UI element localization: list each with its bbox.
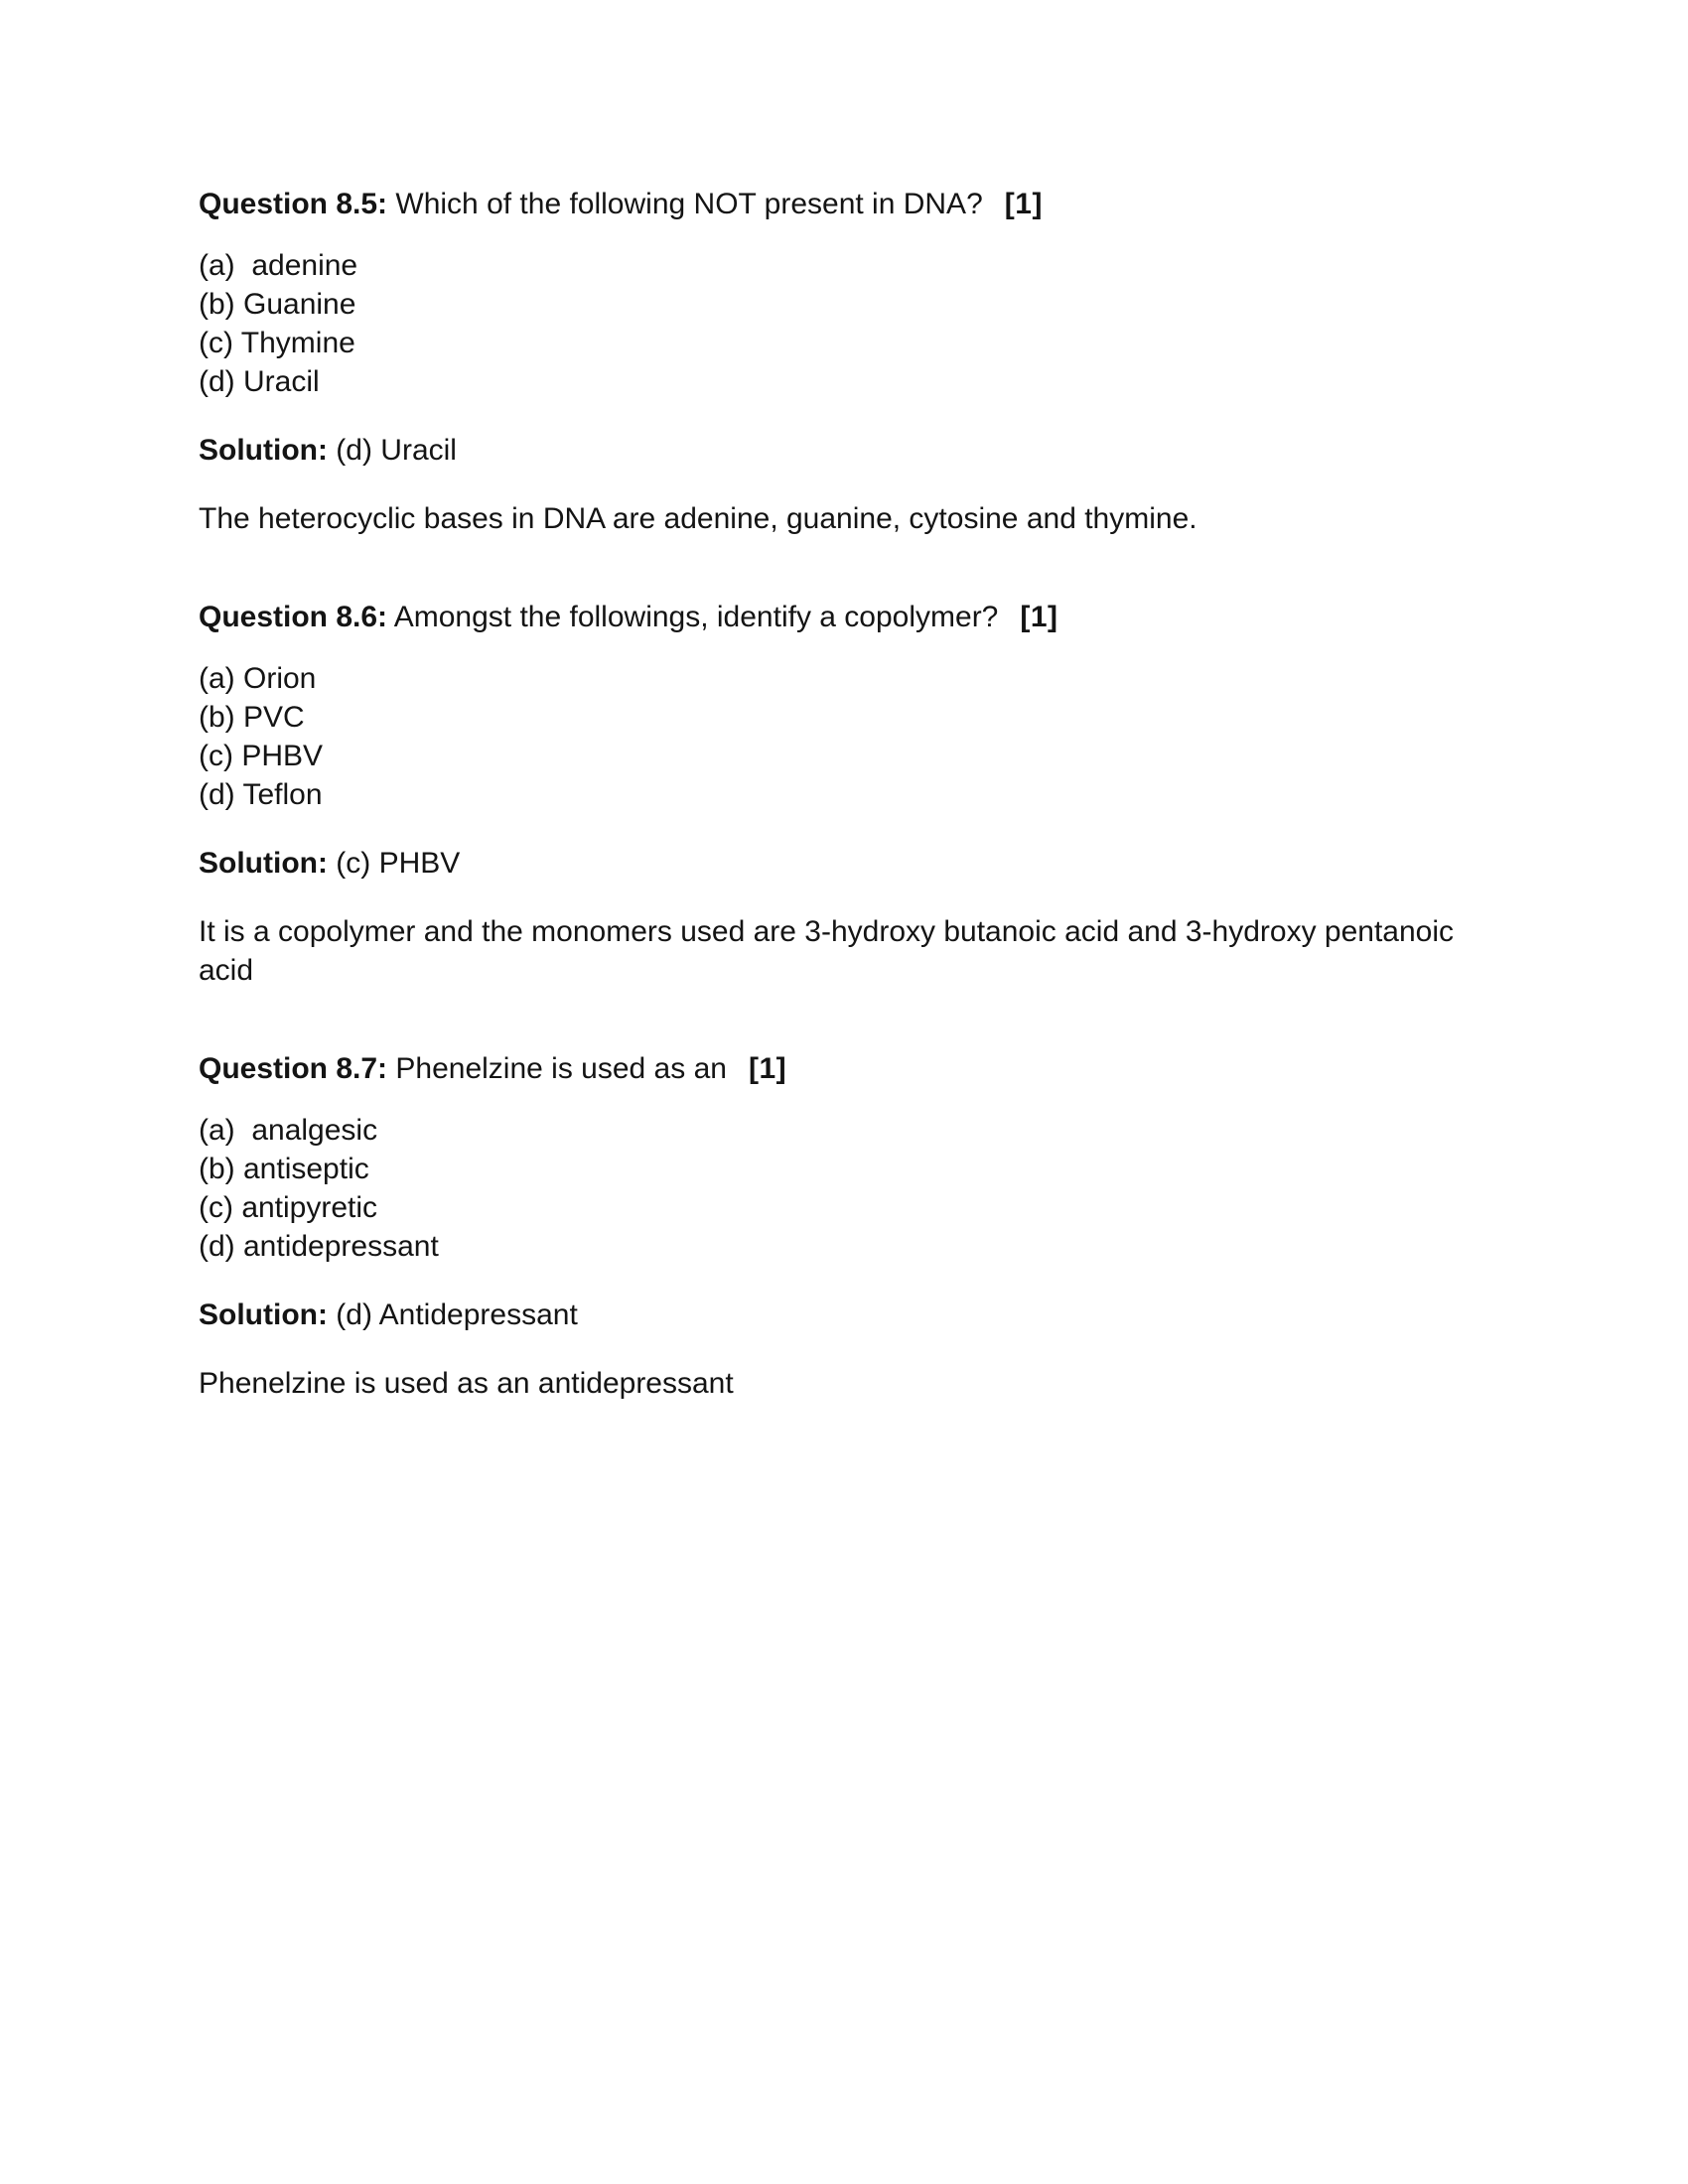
question-text-8-7: Phenelzine is used as an [387,1052,727,1085]
option-item: (a) analgesic [199,1114,378,1147]
options-list-8-7 [199,1111,1489,1266]
question-block-8-5 [199,185,1489,538]
question-label-8-5: Question 8.5: [199,188,388,220]
block-spacer [199,568,1489,598]
solution-answer: (d) Uracil [327,434,457,467]
solution-answer: (c) PHBV [327,847,461,880]
question-marks-8-7: [1] [748,1052,787,1085]
option-item: (d) antidepressant [199,1230,439,1263]
solution-block-8-7 [199,1296,1489,1403]
solution-block-8-5 [199,431,1489,538]
question-heading-8-7 [199,1049,1489,1089]
solution-explanation-8-6: It is a copolymer and the monomers used are 3-hydroxy butanoic acid and 3-hydroxy pentanoic acid [199,915,1455,987]
option-item: (a) Orion [199,662,317,695]
option-item: (d) Teflon [199,778,323,811]
solution-label: Solution: [199,847,328,880]
question-text-8-6: Amongst the followings, identify a copolymer? [387,601,999,633]
question-text-8-5: Which of the following NOT present in DNA? [387,188,983,220]
question-label-8-7: Question 8.7: [199,1052,388,1085]
question-marks-8-6: [1] [1020,601,1058,633]
solution-answer-line-8-7 [199,1296,1489,1334]
solution-explanation-8-7: Phenelzine is used as an antidepressant [199,1367,734,1400]
solution-block-8-6 [199,844,1489,990]
option-item: (b) PVC [199,701,305,734]
question-heading-8-5 [199,185,1489,224]
block-spacer [199,1020,1489,1049]
options-list-8-6 [199,659,1489,814]
option-item: (c) Thymine [199,327,355,359]
solution-label: Solution: [199,434,328,467]
option-item: (a) adenine [199,249,358,282]
solution-answer-line-8-5 [199,431,1489,470]
option-item: (d) Uracil [199,365,320,398]
question-marks-8-5: [1] [1004,188,1043,220]
solution-answer-line-8-6 [199,844,1489,883]
option-item: (b) antiseptic [199,1153,369,1185]
question-block-8-6 [199,598,1489,990]
option-item: (c) antipyretic [199,1191,378,1224]
question-block-8-7 [199,1049,1489,1403]
solution-label: Solution: [199,1298,328,1331]
document-content [199,185,1489,1403]
solution-answer: (d) Antidepressant [327,1298,578,1331]
question-heading-8-6 [199,598,1489,637]
solution-explanation-8-5: The heterocyclic bases in DNA are adenine, guanine, cytosine and thymine. [199,502,1197,535]
options-list-8-5 [199,246,1489,401]
question-label-8-6: Question 8.6: [199,601,388,633]
option-item: (c) PHBV [199,740,324,772]
option-item: (b) Guanine [199,288,356,321]
